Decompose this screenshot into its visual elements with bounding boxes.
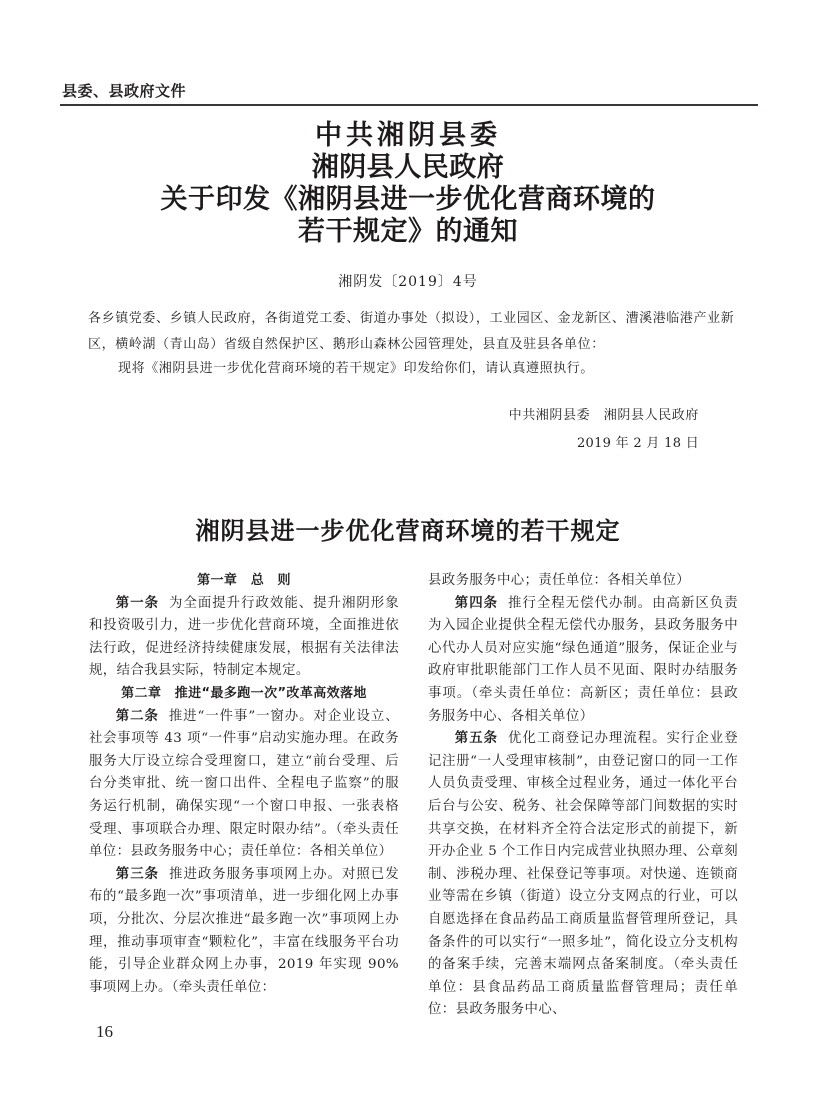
signatories: 中共湘阴县委 湘阴县人民政府	[508, 408, 699, 423]
article-3	[89, 864, 399, 1000]
title-line-subject-end: 若干规定》的通知	[298, 216, 518, 247]
issue-date: 2019 年 2 月 18 日	[576, 436, 699, 451]
instruction-paragraph: 现将《湘阴县进一步优化营商环境的若干规定》印发给你们，请认真遵照执行。	[118, 361, 595, 376]
section-label: 县委、县政府文件	[62, 82, 187, 100]
title-line-subject: 关于印发《湘阴县进一步优化营商环境的	[160, 184, 656, 215]
article-2	[89, 706, 399, 864]
title-line-government: 湘阴县人民政府	[311, 152, 505, 183]
article-4-label: 第四条	[454, 595, 499, 611]
document-number: 湘阴发〔2019〕4号	[338, 274, 478, 290]
left-column	[89, 570, 399, 999]
article-5-text: 优化工商登记办理流程。实行企业登记注册“一人受理审核制”，由登记窗口的同一工作人员负责受理、审核全过程业务，通过一体化平台后台与公安、税务、社会保障等部门间数据的实时共享交换，在材料齐全符合法定形式的前提下，新开办企业 5 个工作日内完成营业执照办理、公章刻制、涉税办理、社保登记等事项。对快递、连锁商业等需在乡镇（街道）设立分支网点的行业，可以自愿选择在食品药品工商质量监督管理所登记，具备条件的可以实行“一照多址”，简化设立分支机构的备案手续，完善末端网点备案制度。（牵头责任单位：县食品药品工商质量监督管理局；责任单位：县政务服务中心、	[428, 731, 738, 1018]
title-line-party-committee: 中共湘阴县委	[315, 120, 501, 151]
article-3-text: 推进政务服务事项网上办。对照已发布的“最多跑一次”事项清单，进一步细化网上办事项，分批次、分层次推进“最多跑一次”事项网上办理，推动事项审查“颗粒化”，丰富在线服务平台功能，引导企业群众网上办事，2019 年实现 90% 事项网上办。（牵头责任单位：	[89, 866, 399, 995]
notice-title	[0, 120, 816, 248]
article-5-label: 第五条	[454, 731, 499, 747]
page-number: 16	[96, 1022, 113, 1041]
article-1-label: 第一条	[115, 595, 160, 611]
article-1-text: 为全面提升行政效能、提升湘阴形象和投资吸引力，进一步优化营商环境，全面推进依法行政，促进经济持续健康发展，根据有关法律法规，结合我县实际，特制定本规定。	[89, 595, 399, 679]
chapter-1-heading: 第一章 总 则	[197, 573, 291, 588]
chapter-2-heading: 第二章 推进“最多跑一次”改革高效落地	[121, 685, 367, 701]
article-3-continuation: 县政务服务中心；责任单位：各相关单位）	[428, 573, 691, 588]
article-3-label: 第三条	[115, 866, 160, 882]
article-4-text: 推行全程无偿代办制。由高新区负责为入园企业提供全程无偿代办服务，县政务服务中心代办人员对应实施“绿色通道”服务，保证企业与政府审批职能部门工作人员不见面、限时办结服务事项。（牵头责任单位：高新区；责任单位：县政务服务中心、各相关单位）	[428, 595, 738, 724]
article-2-text: 推进“一件事”一窗办。对企业设立、社会事项等 43 项“一件事”启动实施办理。在政务服务大厅设立综合受理窗口，建立“前台受理、后台分类审批、统一窗口出件、全程电子监察”的服务运行机制，确保实现“一个窗口申报、一张表格受理、事项联合办理、限定时限办结”。（牵头责任单位：县政务服务中心；责任单位：各相关单位）	[89, 708, 399, 860]
right-column	[428, 570, 738, 1022]
header-divider	[60, 104, 758, 106]
regulation-title: 湘阴县进一步优化营商环境的若干规定	[195, 516, 621, 545]
article-4	[428, 593, 738, 729]
article-1	[89, 593, 399, 683]
recipients-paragraph: 各乡镇党委、乡镇人民政府，各街道党工委、街道办事处（拟设），工业园区、金龙新区、漕溪港临港产业新区，横岭湖（青山岛）省级自然保护区、鹅形山森林公园管理处，县直及驻县各单位：	[88, 311, 735, 352]
article-5	[428, 728, 738, 1022]
article-2-label: 第二条	[115, 708, 159, 724]
